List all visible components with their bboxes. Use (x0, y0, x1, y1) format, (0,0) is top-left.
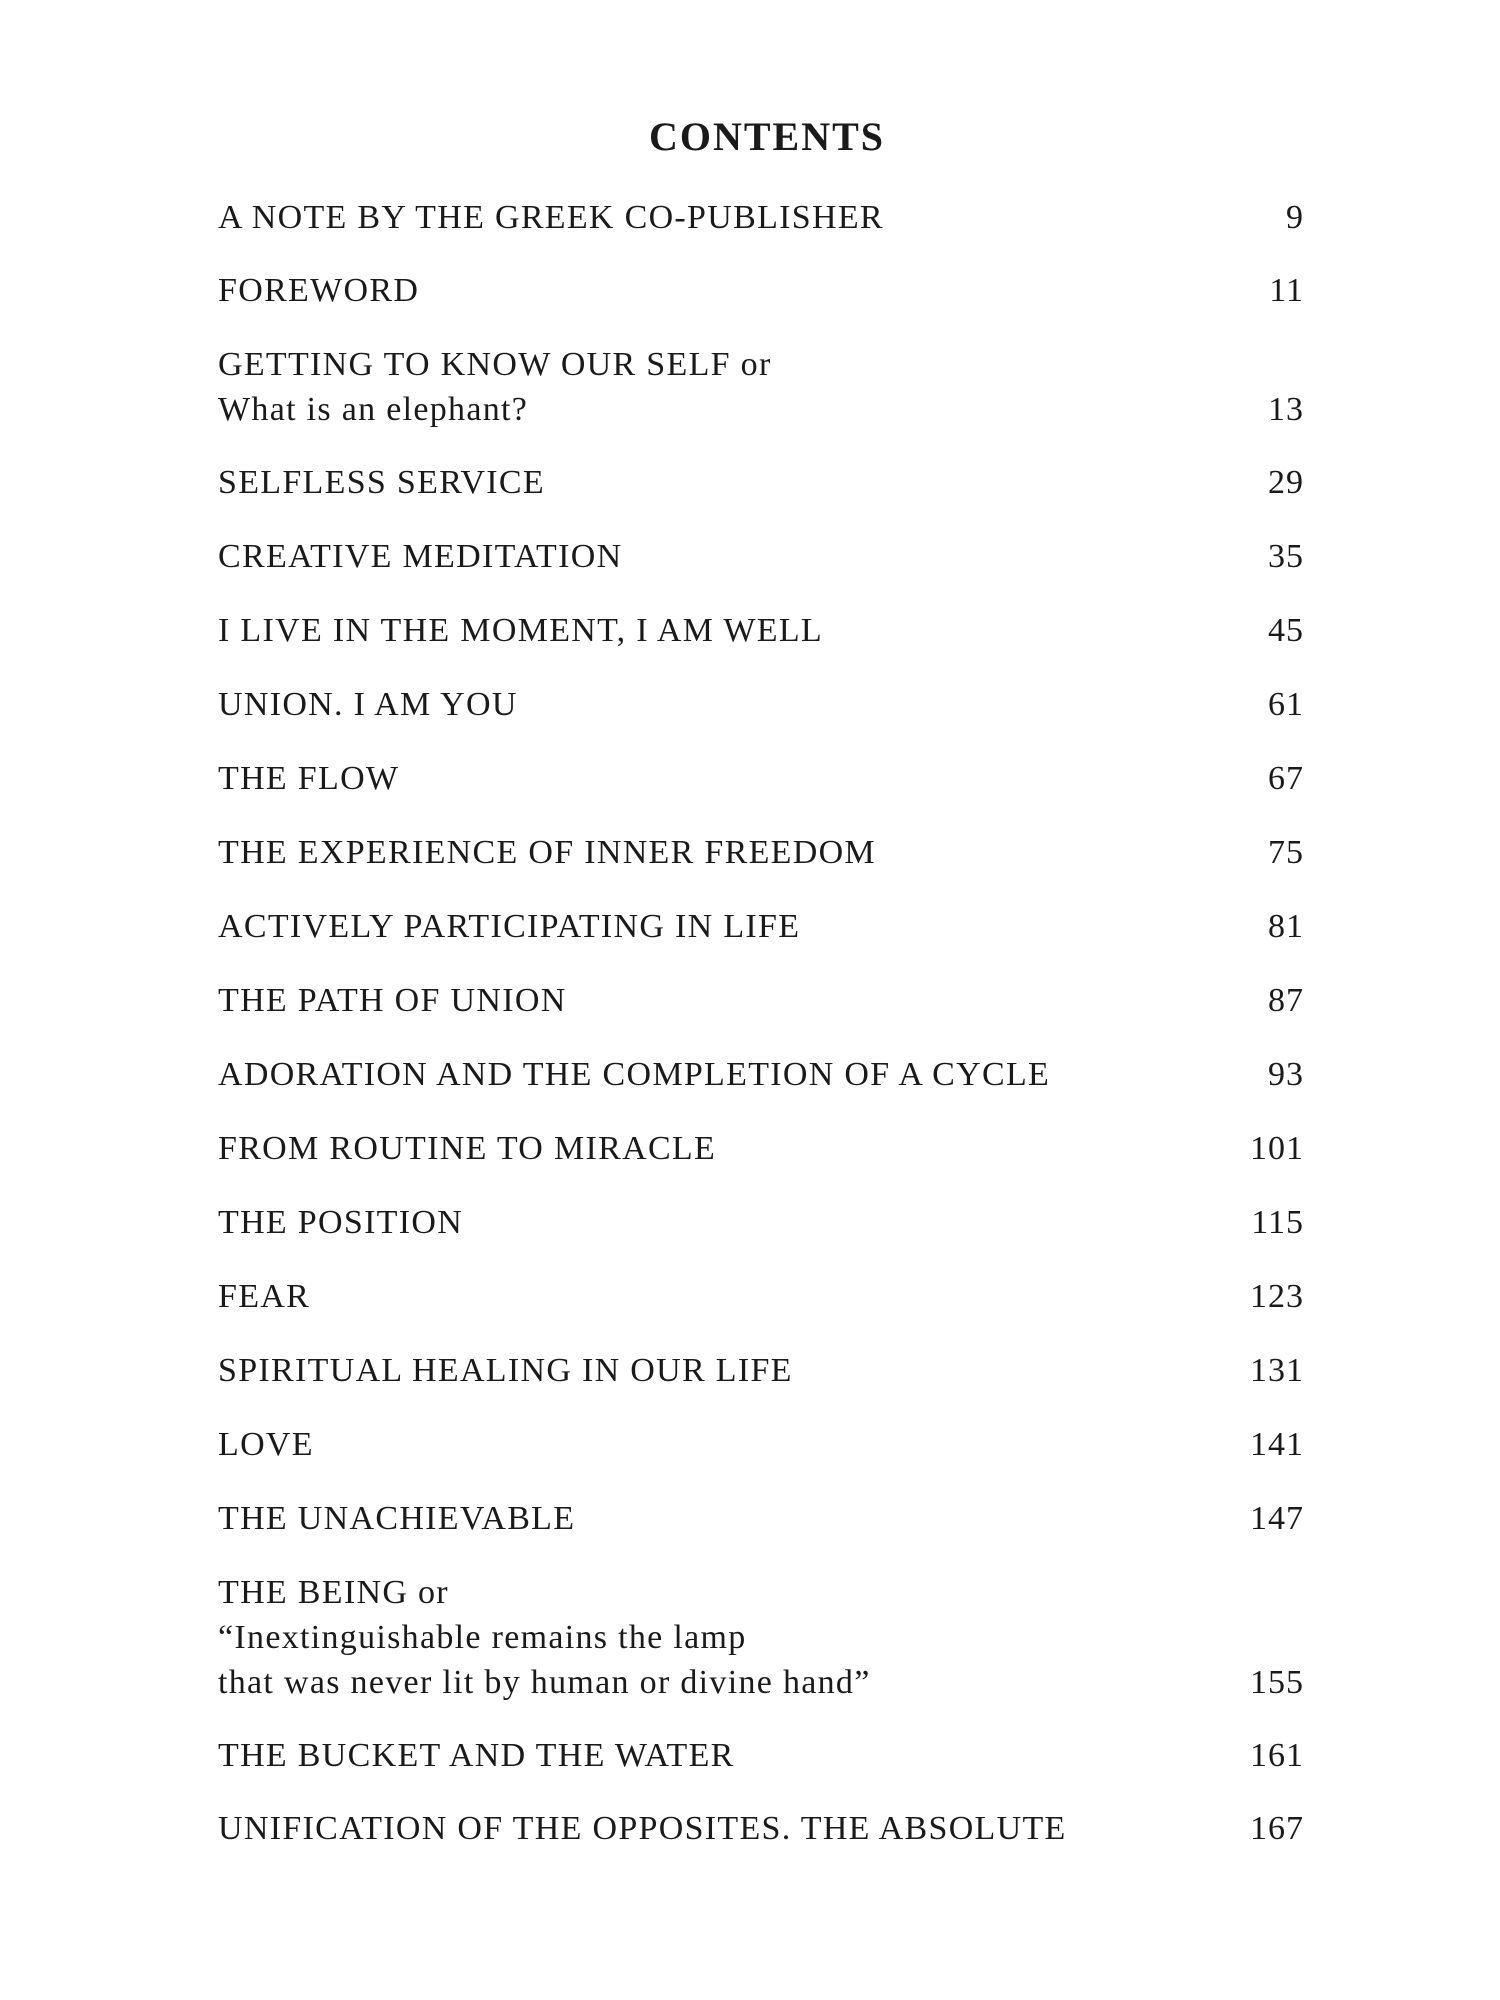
entry-page-number: 13 (1268, 391, 1304, 428)
entry-page-number: 11 (1269, 272, 1304, 309)
entry-title-line: ADORATION AND THE COMPLETION OF A CYCLE (218, 1056, 1051, 1093)
page-title: CONTENTS (648, 114, 886, 159)
toc-entry (218, 1422, 1304, 1467)
entry-title-line: ACTIVELY PARTICIPATING IN LIFE (218, 908, 801, 945)
entry-page-number: 161 (1250, 1737, 1304, 1774)
entry-title-line: CREATIVE MEDITATION (218, 538, 623, 575)
toc-entry (218, 682, 1304, 727)
toc-entry (218, 830, 1304, 875)
entry-page-number: 61 (1268, 686, 1304, 723)
entry-page-number: 131 (1250, 1352, 1304, 1389)
entry-page-number: 45 (1268, 612, 1304, 649)
entry-title-line: THE FLOW (218, 760, 400, 797)
entry-title-line: SELFLESS SERVICE (218, 464, 545, 501)
toc-entry (218, 1570, 1304, 1705)
entry-title-line: THE BUCKET AND THE WATER (218, 1737, 735, 1774)
entry-page-number: 141 (1250, 1426, 1304, 1463)
entry-page-number: 155 (1250, 1664, 1304, 1701)
entry-title-line: THE PATH OF UNION (218, 982, 567, 1019)
entry-page-number: 167 (1250, 1810, 1304, 1847)
entry-title-line: What is an elephant? (218, 391, 529, 428)
entry-page-number: 29 (1268, 464, 1304, 501)
toc-entry (218, 342, 1304, 432)
toc-entry (218, 608, 1304, 653)
toc-entry (218, 1274, 1304, 1319)
entry-title-line: THE BEING or (218, 1574, 449, 1611)
entry-page-number: 81 (1268, 908, 1304, 945)
toc-entry (218, 1200, 1304, 1245)
toc-entry (218, 904, 1304, 949)
entry-title-line: THE UNACHIEVABLE (218, 1500, 576, 1537)
entry-page-number: 75 (1268, 834, 1304, 871)
entry-page-number: 87 (1268, 982, 1304, 1019)
toc-entry (218, 268, 1304, 313)
entry-page-number: 101 (1250, 1130, 1304, 1167)
entry-title-line: A NOTE BY THE GREEK CO-PUBLISHER (218, 199, 884, 236)
toc-entry (218, 978, 1304, 1023)
entry-title-line: GETTING TO KNOW OUR SELF or (218, 346, 772, 383)
toc-entry (218, 1733, 1304, 1778)
entry-page-number: 35 (1268, 538, 1304, 575)
toc-entry (218, 1126, 1304, 1171)
entry-page-number: 115 (1251, 1204, 1304, 1241)
entry-title-line: THE EXPERIENCE OF INNER FREEDOM (218, 834, 876, 871)
entry-title-line: that was never lit by human or divine hand” (218, 1664, 871, 1701)
toc-entry (218, 534, 1304, 579)
entry-page-number: 147 (1250, 1500, 1304, 1537)
entry-page-number: 123 (1250, 1278, 1304, 1315)
entry-title-line: THE POSITION (218, 1204, 464, 1241)
entry-title-line: FROM ROUTINE TO MIRACLE (218, 1130, 717, 1167)
entry-title-line: I LIVE IN THE MOMENT, I AM WELL (218, 612, 823, 649)
toc-entry (218, 195, 1304, 240)
entry-page-number: 67 (1268, 760, 1304, 797)
entry-title-line: LOVE (218, 1426, 314, 1463)
toc-entry (218, 1348, 1304, 1393)
toc-entry (218, 1052, 1304, 1097)
toc-entry (218, 1806, 1304, 1851)
entry-title-line: FOREWORD (218, 272, 420, 309)
entry-title-line: UNIFICATION OF THE OPPOSITES. THE ABSOLUTE (218, 1810, 1067, 1847)
toc-entry (218, 756, 1304, 801)
entry-title-line: FEAR (218, 1278, 311, 1315)
entry-page-number: 9 (1286, 199, 1304, 236)
entry-title-line: UNION. I AM YOU (218, 686, 518, 723)
entry-title-line: “Inextinguishable remains the lamp (218, 1619, 747, 1656)
toc-entry (218, 1496, 1304, 1541)
entry-page-number: 93 (1268, 1056, 1304, 1093)
entry-title-line: SPIRITUAL HEALING IN OUR LIFE (218, 1352, 793, 1389)
toc-entry (218, 460, 1304, 505)
